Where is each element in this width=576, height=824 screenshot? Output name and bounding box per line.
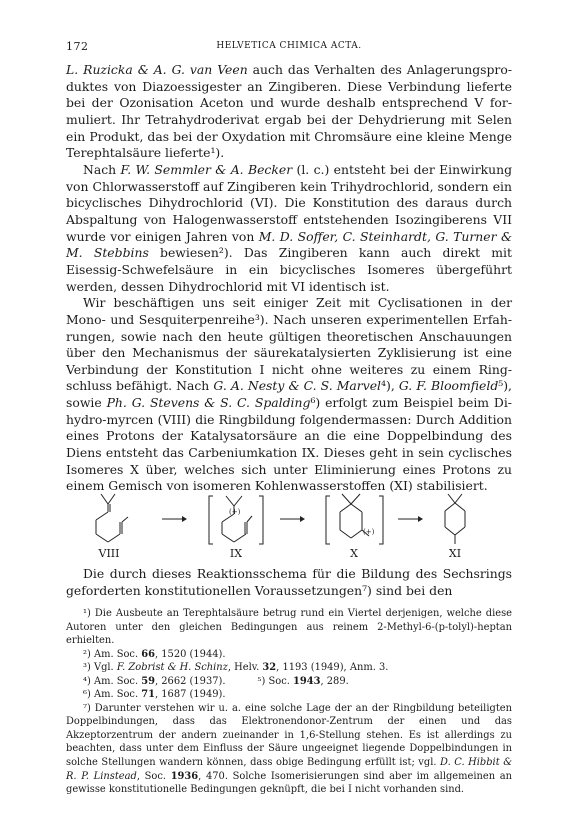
author-ref: M. Stebbins [66,245,149,261]
paragraph-1: L. Ruzicka & A. G. van Veen auch das Verhalten des Anlagerungsproduktes von Diazoessigester an Zingiberen. Diese Verbindung lieferte bei der Ozonisation Aceton und wurde deshalb entsprechend V formuliert. Ihr Tetrahydroderivat ergab bei der Dehydrierung mit Selen ein Produkt, das bei der Oxydation mit Chromsäure eine kleine Menge Terephtalsäure lieferte¹). [66,62,512,161]
arrow-3 [398,516,423,522]
footnote-6: ⁶) Am. Soc. 71, 1687 (1949). [83,689,226,701]
journal-title: HELVETICA CHIMICA ACTA. [216,41,362,51]
charge-label-ix: (+) [229,508,241,516]
label-viii: VIII [98,547,120,560]
arrow-1 [162,516,187,522]
arrow-2 [280,516,305,522]
structure-viii [96,494,128,542]
author-ref: C. S. Marvel [303,378,382,394]
paragraph-4: Die durch dieses Reaktionsschema für die Bildung des Sechsrings geforderten konstitutionellen Voraussetzungen⁷) sind bei den [66,566,512,598]
main-text-continued [66,566,512,599]
footnote-3: ³) Vgl. F. Zobrist & H. Schinz, Helv. 32, 1193 (1949), Anm. 3. [83,662,389,674]
page-number: 172 [66,40,89,53]
footnotes [66,607,512,797]
paragraph-2: Nach F. W. Semmler & A. Becker (l. c.) entsteht bei der Einwirkung von Chlorwasserstoff auf Zingiberen kein Trihydrochlorid, sondern ein bicyclisches Dihydrochlorid (VI). Die Konstitution des daraus durch Abspaltung von Halogenwasserstoff entstehenden Isozingiberens VII wurde vor einigen Jahren von M. D. Soffer, C. Steinhardt, G. Turner & M. Stebbins bewiesen²). Das Zingiberen kann auch direkt mit Eisessig-Schwefelsäure in ein bicyclisches Isomeres übergeführt werden, dessen Dihydrochlorid mit VI identisch ist. [66,161,513,294]
author-ref: M. D. Soffer [258,228,335,244]
structure-x [326,494,383,544]
author-ref: C. Steinhardt [342,228,427,244]
label-xi: XI [448,547,462,560]
label-x: X [350,547,358,560]
author-ref: Ph. G. Stevens [106,395,200,411]
author-ref: S. C. Spalding [220,395,311,411]
charge-label-x: (+) [363,528,375,536]
author-ref: G. F. Bloomfield [398,378,499,394]
author-ref: A. Becker [230,161,293,177]
author-ref: A. G. van Veen [153,62,248,77]
author-ref: F. W. Semmler [120,161,211,177]
label-ix: IX [229,547,243,560]
author-ref: G. Turner [435,228,497,244]
author-ref: L. Ruzicka [66,62,133,77]
author-ref: G. A. Nesty [213,378,285,394]
main-text [66,62,512,495]
footnote-1: ¹) Die Ausbeute an Terephtalsäure betrug rund ein Viertel derjenigen, welche diese Autoren unter den gleichen Bedingungen aus reinem 2-Methyl-6-(p-tolyl)-heptan erhielten. [66,608,512,647]
paragraph-3: Wir beschäftigen uns seit einiger Zeit mit Cyclisationen in der Mono- und Sesquiterpenreihe³). Nach unseren experimentellen Erfahrungen, sowie nach den heute gültigen theoretischen Anschauungen über den Mechanismus der säurekatalysierten Zyklisierung ist eine Verbindung der Konstitution I nicht ohne weiteres zu einem Ringschluss befähigt. Nach G. A. Nesty & C. S. Marvel⁴), G. F. Bloomfield⁵), sowie Ph. G. Stevens & S. C. Spalding⁶) erfolgt zum Beispiel beim Dihydro-myrcen (VIII) die Ringbildung folgendermassen: Durch Addition eines Protons der Katalysatorsäure an die eine Doppelbindung des Diens entsteht das Carbeniumkation IX. Dieses geht in sein cyclisches Isomeres X über, welches sich unter Eliminierung eines Protons zu einem Gemisch von isomeren Kohlenwasserstoffen (XI) stabilisiert. [66,295,512,494]
structure-ix [209,496,263,544]
running-header [66,40,512,54]
reaction-scheme [66,492,512,562]
structure-xi [445,494,465,544]
footnote-4-5: ⁴) Am. Soc. 59, 2662 (1937). ⁵) Soc. 1943, 289. [83,675,349,687]
footnote-7: ⁷) Darunter verstehen wir u. a. eine solche Lage der an der Ringbildung beteiligten Doppelbindungen, dass das Elektronendonor-Zentrum der einen und das Akzeptorzentrum der andern zueinander in 1,6-Stellung stehen. Es ist allerdings zu beachten, dass unter dem Einfluss der Säure ungeeignet liegende Doppelbindungen in solche Stellungen wandern können, dass obige Bedingung erfüllt ist; vgl. D. C. Hibbit & R. P. Linstead, Soc. 1936, 470. Solche Isomerisierungen sind aber im allgemeinen an gewisse konstitutionelle Bedingungen geknüpft, die bei I nicht vorhanden sind. [66,702,512,796]
footnote-2: ²) Am. Soc. 66, 1520 (1944). [83,648,226,660]
reaction-scheme-drawing [66,492,512,552]
